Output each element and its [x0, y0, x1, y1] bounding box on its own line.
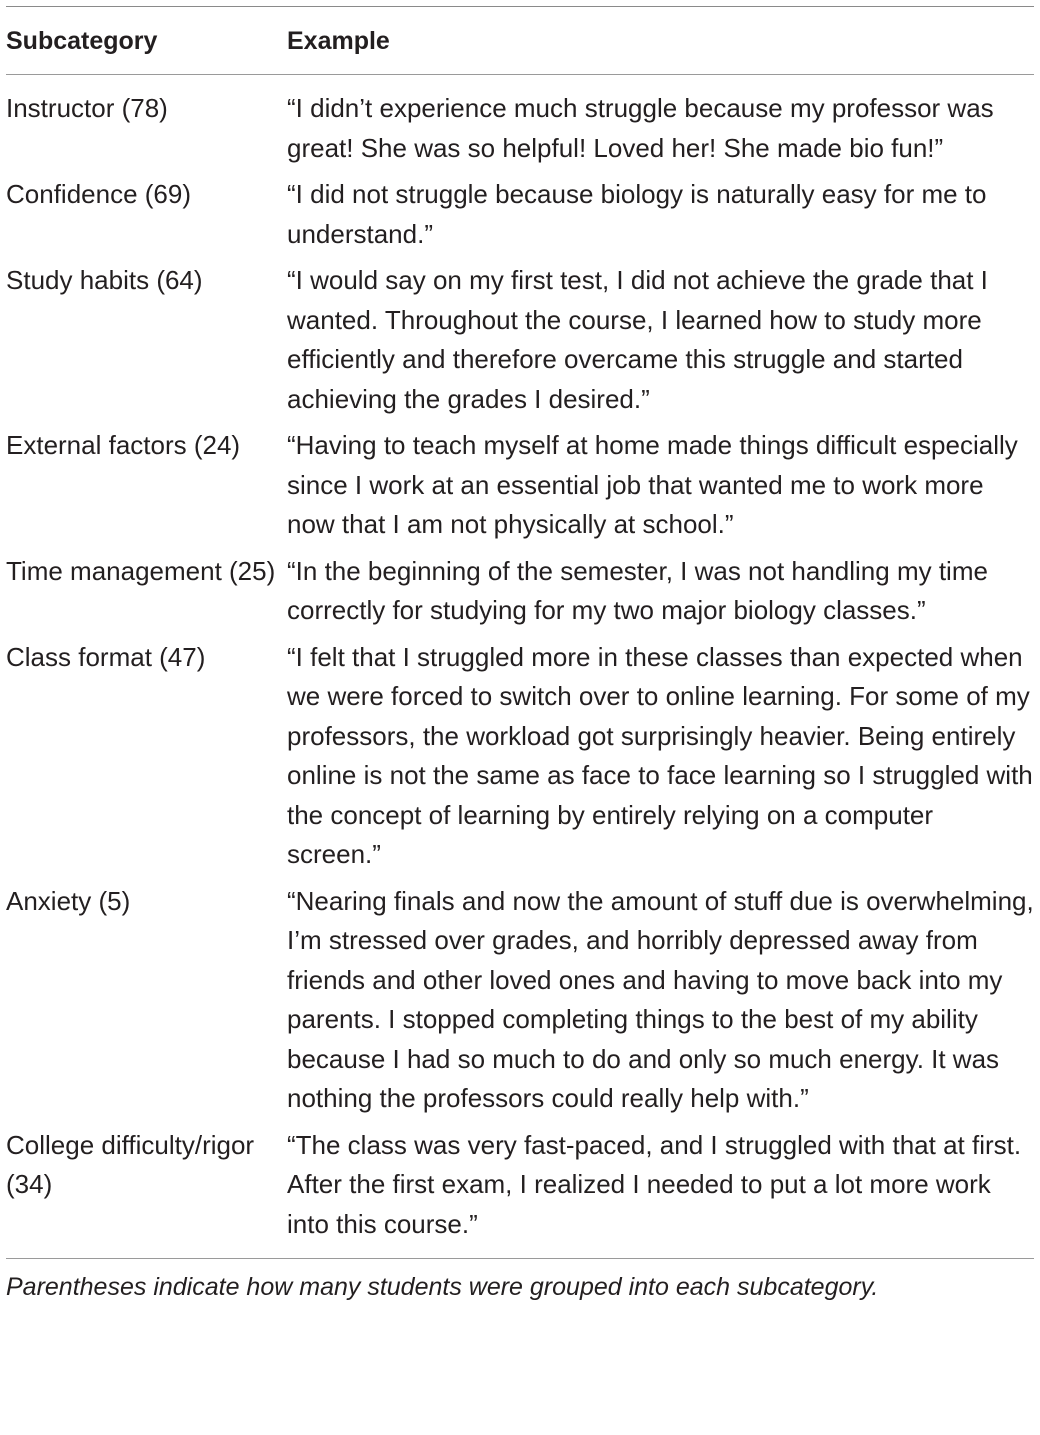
table-row: [6, 169, 1034, 255]
table-row: [6, 420, 1034, 546]
row-subcategory: Class format (47): [6, 641, 206, 672]
row-subcategory: Study habits (64): [6, 265, 203, 295]
subcategory-table-container: [6, 6, 1034, 1303]
table-row: [6, 632, 1034, 876]
table-row: [6, 255, 1034, 420]
table-row: [6, 75, 1034, 169]
row-example: “In the beginning of the semester, I was not handling my time correctly for studying for my two major biology classes.”: [287, 555, 988, 625]
row-subcategory: Confidence (69): [6, 179, 191, 209]
row-example: “The class was very fast-paced, and I struggled with that at first. After the first exam, I realized I needed to put a lot more work into this course.”: [287, 1129, 1022, 1239]
subcategory-table-body: [6, 75, 1034, 1258]
header-subcategory: Subcategory: [6, 27, 158, 55]
table-row: [6, 876, 1034, 1120]
row-example: “Having to teach myself at home made things difficult especially since I work at an essential job that wanted me to work more now that I am not physically at school.”: [287, 430, 1018, 539]
row-example: “I did not struggle because biology is naturally easy for me to understand.”: [287, 179, 987, 249]
header-example: Example: [287, 27, 390, 55]
row-subcategory: Time management (25): [6, 555, 276, 586]
header-row: [6, 7, 1034, 74]
row-subcategory: College difficulty/rigor (34): [6, 1129, 255, 1199]
row-example: “Nearing finals and now the amount of stuff due is overwhelming, I’m stressed over grades, and horribly depressed away from friends and other loved ones and having to move back into my parents. I stopped completing things to the best of my ability because I had so much to do and only so much energy. It was nothing the professors could really help with.”: [287, 885, 1034, 1113]
table-footnote: Parentheses indicate how many students were grouped into each subcategory.: [6, 1273, 879, 1301]
row-example: “I felt that I struggled more in these classes than expected when we were forced to switch over to online learning. For some of my professors, the workload got surprisingly heavier. Being entirely online is not the same as face to face learning so I struggled with the concept of learning by entirely relying on a computer screen.”: [287, 641, 1033, 869]
row-example: “I didn’t experience much struggle because my professor was great! She was so helpful! Loved her! She made bio fun!”: [287, 93, 994, 163]
table-row: [6, 1120, 1034, 1259]
table-row: [6, 546, 1034, 632]
row-subcategory: Instructor (78): [6, 93, 168, 123]
row-example: “I would say on my first test, I did not achieve the grade that I wanted. Throughout the course, I learned how to study more efficiently and therefore overcame this struggle and started achieving the grades I desired.”: [287, 265, 988, 414]
subcategory-table: [6, 7, 1034, 74]
row-subcategory: External factors (24): [6, 430, 241, 460]
row-subcategory: Anxiety (5): [6, 885, 131, 916]
